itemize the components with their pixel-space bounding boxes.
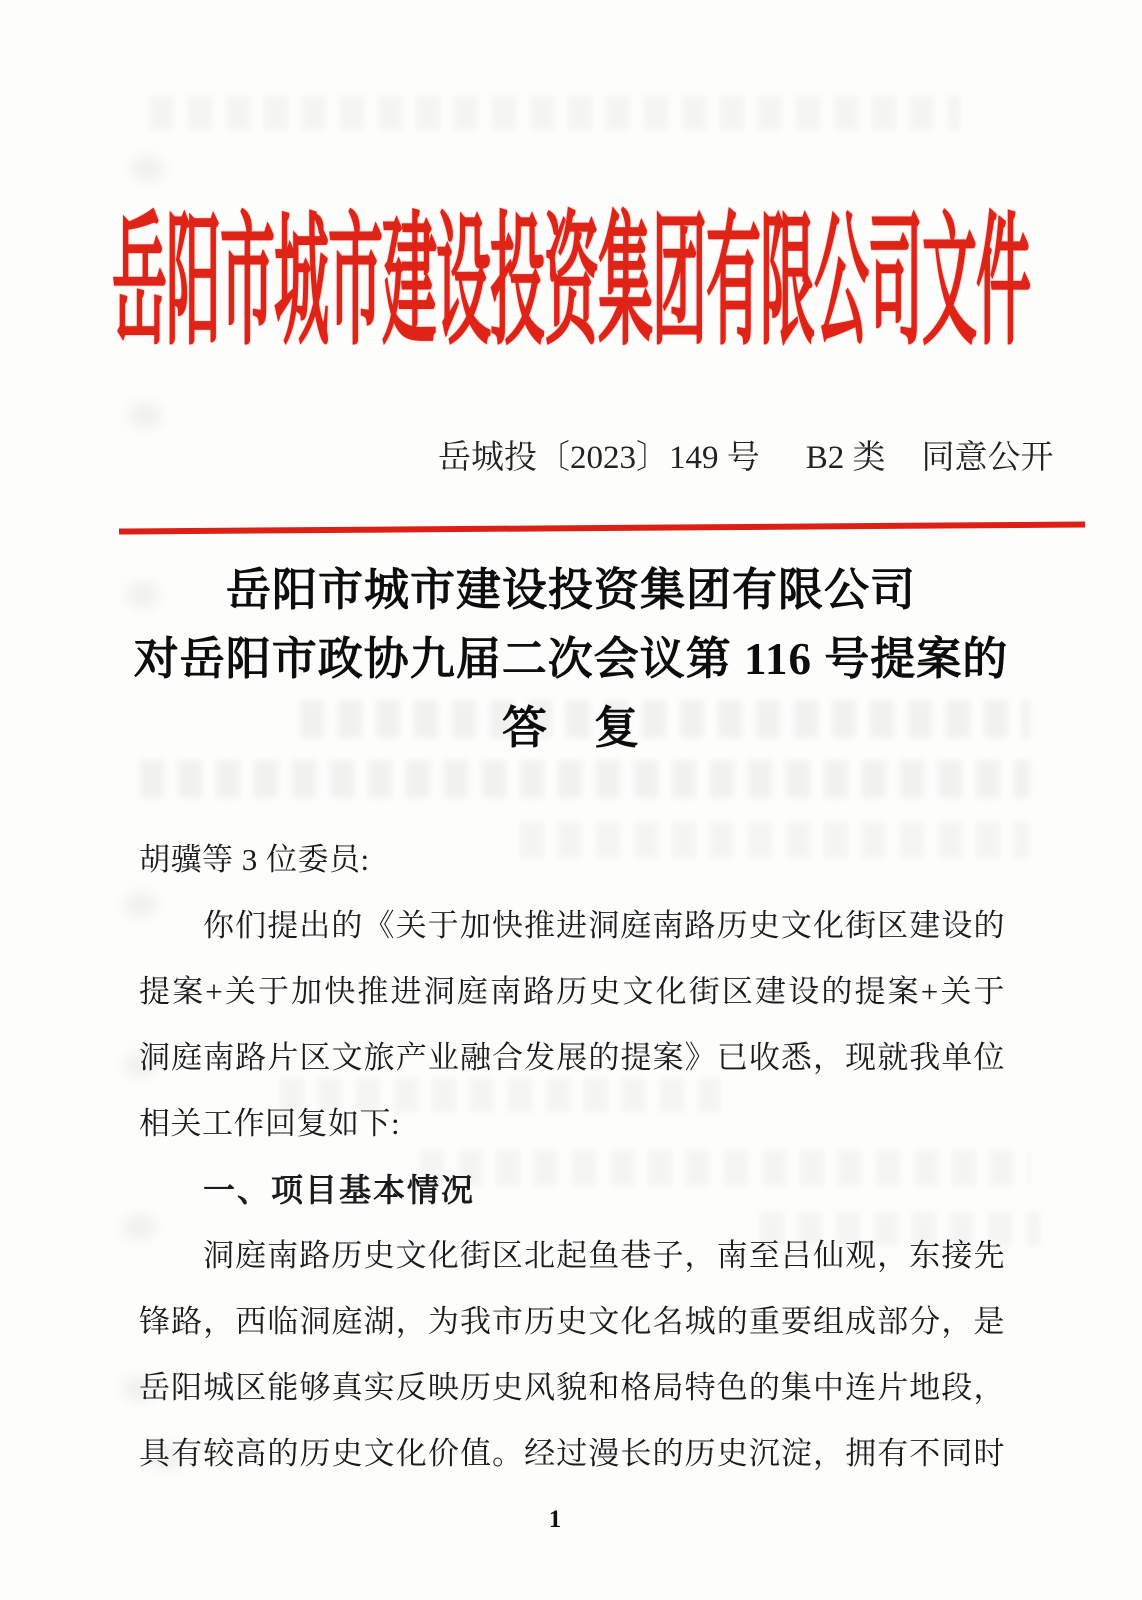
document-number: 岳城投〔2023〕149 号 <box>438 440 760 476</box>
body-line: 相关工作回复如下: <box>139 1106 401 1141</box>
document-title-line-3: 答 复 <box>501 703 640 753</box>
body-line: 洞庭南路片区文旅产业融合发展的提案》已收悉，现就我单位 <box>139 1040 1005 1075</box>
body-line: 岳阳城区能够真实反映历史风貌和格局特色的集中连片地段， <box>139 1370 1005 1405</box>
letterhead-title: 岳阳市城市建设投资集团有限公司文件 <box>111 202 1030 363</box>
letterhead <box>0 188 1142 363</box>
body-line: 你们提出的《关于加快推进洞庭南路历史文化街区建设的 <box>203 908 1005 943</box>
document-body <box>139 827 1005 1487</box>
body-line: 提案+关于加快推进洞庭南路历史文化街区建设的提案+关于 <box>139 974 1005 1009</box>
body-line: 具有较高的历史文化价值。经过漫长的历史沉淀，拥有不同时 <box>139 1436 1005 1471</box>
document-number-row <box>438 431 1054 478</box>
bleed-through-artifact <box>140 760 1030 798</box>
document-title-line-2: 对岳阳市政协九届二次会议第 116 号提案的 <box>133 634 1009 684</box>
bleed-through-artifact <box>150 96 960 130</box>
document-title-line-1: 岳阳市城市建设投资集团有限公司 <box>225 565 916 615</box>
disclosure-status: 同意公开 <box>921 440 1054 476</box>
body-line: 锋路，西临洞庭湖，为我市历史文化名城的重要组成部分，是 <box>139 1304 1005 1339</box>
body-line: 洞庭南路历史文化街区北起鱼巷子，南至吕仙观，东接先 <box>203 1238 1005 1273</box>
section-heading: 一、项目基本情况 <box>203 1172 476 1208</box>
document-class: B2 类 <box>805 440 886 476</box>
bleed-through-artifact <box>128 402 162 428</box>
document-title <box>0 556 1142 763</box>
salutation: 胡骥等 3 位委员: <box>139 842 370 877</box>
red-separator-line <box>119 521 1085 534</box>
page-number: 1 <box>548 1506 562 1533</box>
